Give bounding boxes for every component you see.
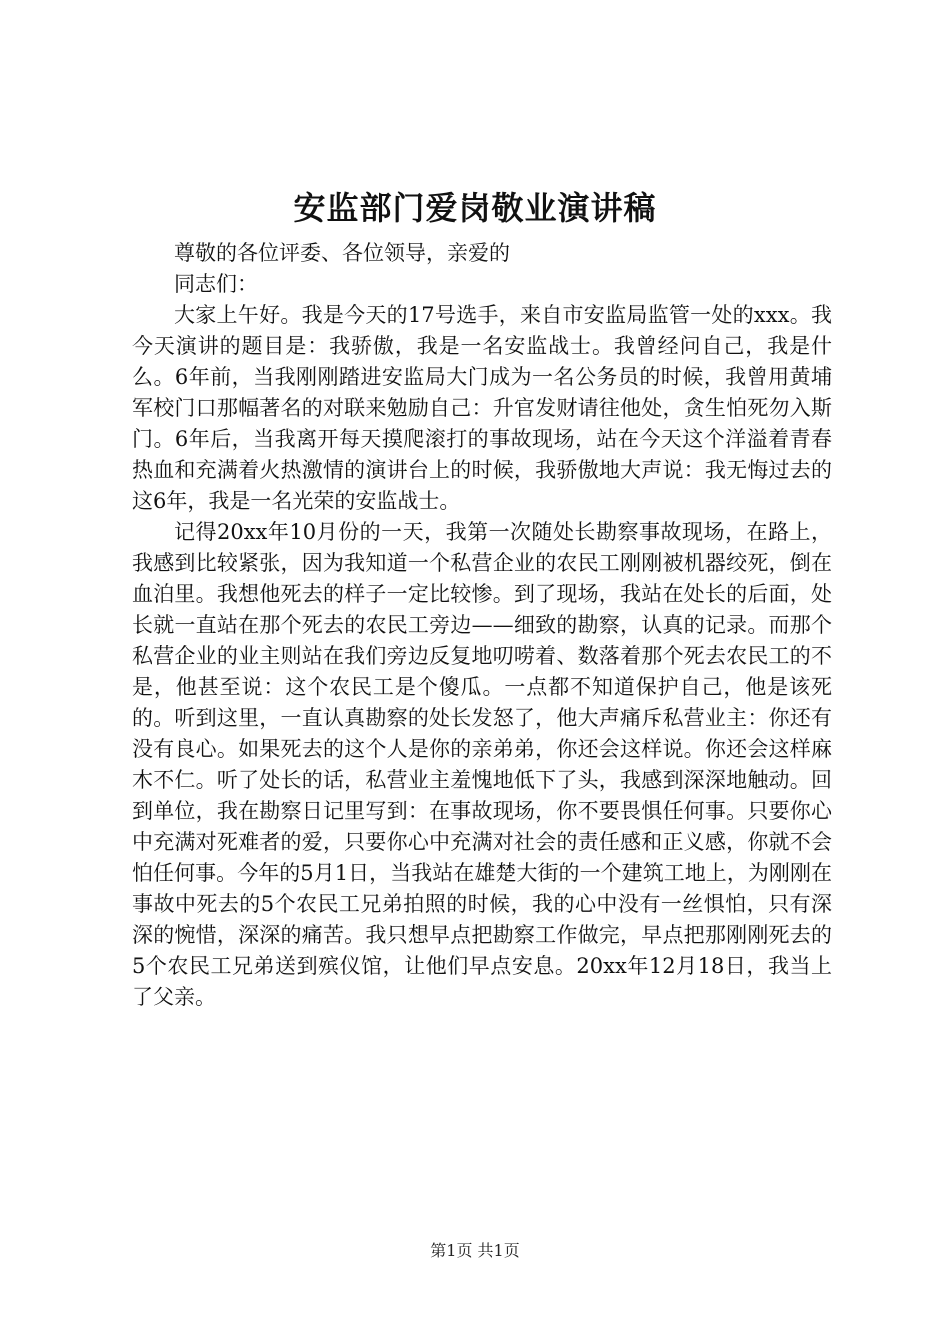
salutation-line: 同志们： (174, 272, 258, 296)
body-paragraph: 记得20xx年10月份的一天，我第一次随处长勘察事故现场，在路上，我感到比较紧张，因为我知道一个私营企业的农民工刚刚被机器绞死，倒在血泊里。我想他死去的样子一定比较惨。到了现场，我站在处长的后面，处长就一直站在那个死去的农民工旁边——细致的勘察，认真的记录。而那个私营企业的业主则站在我们旁边反复地叨唠着、数落着那个死去农民工的不是，他甚至说：这个农民工是个傻瓜。一点都不知道保护自己，他是该死的。听到这里，一直认真勘察的处长发怒了，他大声痛斥私营业主：你还有没有良心。如果死去的这个人是你的亲弟弟，你还会这样说。你还会这样麻木不仁。听了处长的话，私营业主羞愧地低下了头，我感到深深地触动。回到单位，我在勘察日记里写到：在事故现场，你不要畏惧任何事。只要你心中充满对死难者的爱，只要你心中充满对社会的责任感和正义感，你就不会怕任何事。今年的5月1日，当我站在雄楚大街的一个建筑工地上，为刚刚在事故中死去的5个农民工兄弟拍照的时候，我的心中没有一丝惧怕，只有深深的惋惜，深深的痛苦。我只想早点把勘察工作做完，早点把那刚刚死去的5个农民工兄弟送到殡仪馆，让他们早点安息。20xx年12月18日，我当上了父亲。 (132, 520, 832, 1009)
page-footer: 第1页 共1页 (430, 1241, 520, 1260)
body-paragraph: 大家上午好。我是今天的17号选手，来自市安监局监管一处的xxx。我今天演讲的题目是：我骄傲，我是一名安监战士。我曾经问自己，我是什么。6年前，当我刚刚踏进安监局大门成为一名公务员的时候，我曾用黄埔军校门口那幅著名的对联来勉励自己：升官发财请往他处，贪生怕死勿入斯门。6年后，当我离开每天摸爬滚打的事故现场，站在今天这个洋溢着青春热血和充满着火热激情的演讲台上的时候，我骄傲地大声说：我无悔过去的这6年，我是一名光荣的安监战士。 (132, 303, 832, 513)
document-title: 安监部门爱岗敬业演讲稿 (293, 189, 657, 227)
salutation-line: 尊敬的各位评委、各位领导，亲爱的 (174, 241, 510, 265)
document-body (132, 238, 832, 1013)
